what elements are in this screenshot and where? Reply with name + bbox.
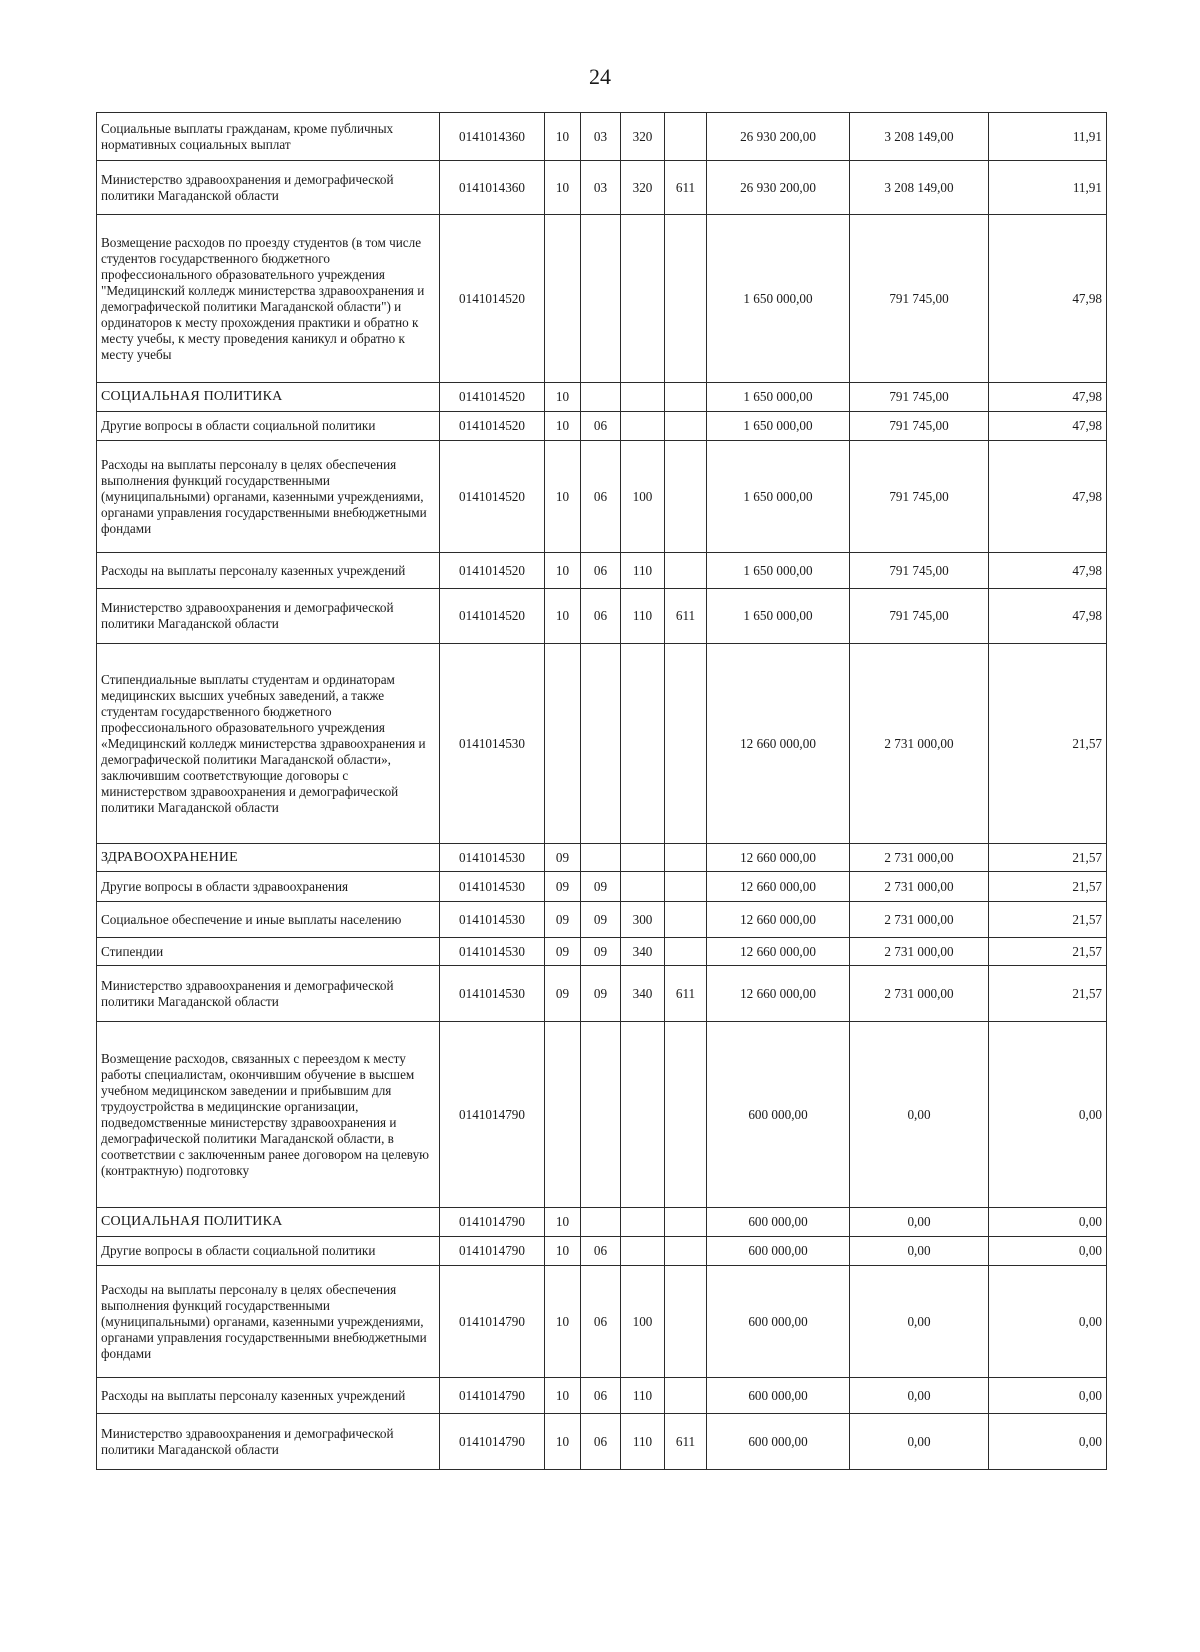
expense-name-cell: ЗДРАВООХРАНЕНИЕ <box>97 844 440 872</box>
executed-amount-cell: 0,00 <box>850 1266 989 1378</box>
subsection-code-cell <box>581 215 621 383</box>
target-article-code-cell: 0141014530 <box>440 844 545 872</box>
expense-name-cell: Другие вопросы в области социальной политики <box>97 412 440 441</box>
planned-amount-cell: 600 000,00 <box>707 1022 850 1208</box>
execution-percent-cell: 11,91 <box>989 161 1107 215</box>
planned-amount-cell: 12 660 000,00 <box>707 844 850 872</box>
subsection-code-cell <box>581 383 621 412</box>
execution-percent-cell: 47,98 <box>989 553 1107 589</box>
expense-name-cell: СОЦИАЛЬНАЯ ПОЛИТИКА <box>97 1208 440 1237</box>
target-article-code-cell: 0141014790 <box>440 1414 545 1470</box>
target-article-code-cell: 0141014530 <box>440 902 545 938</box>
planned-amount-cell: 600 000,00 <box>707 1208 850 1237</box>
target-article-code-cell: 0141014520 <box>440 553 545 589</box>
subsection-code-cell: 06 <box>581 1378 621 1414</box>
section-code-cell: 09 <box>545 938 581 966</box>
subsection-code-cell: 06 <box>581 1237 621 1266</box>
expense-type-code-cell <box>621 1237 665 1266</box>
subsection-code-cell <box>581 844 621 872</box>
expense-type-code-cell <box>621 1022 665 1208</box>
target-article-code-cell: 0141014360 <box>440 113 545 161</box>
table-row <box>97 161 1107 215</box>
table-row <box>97 1414 1107 1470</box>
section-code-cell: 10 <box>545 1414 581 1470</box>
planned-amount-cell: 1 650 000,00 <box>707 412 850 441</box>
target-article-code-cell: 0141014360 <box>440 161 545 215</box>
expense-name-cell: Другие вопросы в области социальной политики <box>97 1237 440 1266</box>
table-row <box>97 1022 1107 1208</box>
execution-percent-cell: 21,57 <box>989 966 1107 1022</box>
executed-amount-cell: 2 731 000,00 <box>850 902 989 938</box>
executed-amount-cell: 2 731 000,00 <box>850 966 989 1022</box>
administrator-code-cell <box>665 1378 707 1414</box>
expense-type-code-cell: 340 <box>621 938 665 966</box>
target-article-code-cell: 0141014530 <box>440 966 545 1022</box>
target-article-code-cell: 0141014530 <box>440 872 545 902</box>
expense-type-code-cell: 110 <box>621 553 665 589</box>
administrator-code-cell: 611 <box>665 966 707 1022</box>
expense-name-cell: Возмещение расходов, связанных с переездом к месту работы специалистам, окончившим обучение в высшем учебном медицинском заведении и прибывшим для трудоустройства в медицинские организации, подведомственные министерству здравоохранения и демографической политики Магаданской области, в соответствии с заключенным ранее договором на целевую (контрактную) подготовку <box>97 1022 440 1208</box>
administrator-code-cell: 611 <box>665 589 707 644</box>
target-article-code-cell: 0141014520 <box>440 215 545 383</box>
section-code-cell <box>545 1022 581 1208</box>
administrator-code-cell <box>665 441 707 553</box>
administrator-code-cell: 611 <box>665 161 707 215</box>
table-row <box>97 412 1107 441</box>
table-row <box>97 844 1107 872</box>
executed-amount-cell: 2 731 000,00 <box>850 844 989 872</box>
execution-percent-cell: 0,00 <box>989 1022 1107 1208</box>
target-article-code-cell: 0141014520 <box>440 383 545 412</box>
table-row <box>97 1208 1107 1237</box>
expense-name-cell: СОЦИАЛЬНАЯ ПОЛИТИКА <box>97 383 440 412</box>
target-article-code-cell: 0141014520 <box>440 589 545 644</box>
executed-amount-cell: 791 745,00 <box>850 412 989 441</box>
administrator-code-cell <box>665 1237 707 1266</box>
table-row <box>97 1237 1107 1266</box>
section-code-cell: 10 <box>545 1378 581 1414</box>
planned-amount-cell: 600 000,00 <box>707 1266 850 1378</box>
section-code-cell: 10 <box>545 553 581 589</box>
subsection-code-cell: 06 <box>581 441 621 553</box>
expense-type-code-cell: 100 <box>621 441 665 553</box>
planned-amount-cell: 600 000,00 <box>707 1378 850 1414</box>
expense-type-code-cell: 320 <box>621 113 665 161</box>
target-article-code-cell: 0141014530 <box>440 644 545 844</box>
administrator-code-cell <box>665 844 707 872</box>
expense-name-cell: Возмещение расходов по проезду студентов (в том числе студентов государственного бюджетного профессионального образовательного учреждения "Медицинский колледж министерства здравоохранения и демографической политики Магаданской области") и ординаторов к месту прохождения практики и обратно к месту учебы, к месту проведения каникул и обратно к месту учебы <box>97 215 440 383</box>
administrator-code-cell: 611 <box>665 1414 707 1470</box>
executed-amount-cell: 791 745,00 <box>850 215 989 383</box>
administrator-code-cell <box>665 644 707 844</box>
subsection-code-cell: 09 <box>581 902 621 938</box>
expense-type-code-cell: 340 <box>621 966 665 1022</box>
expense-name-cell: Расходы на выплаты персоналу казенных учреждений <box>97 553 440 589</box>
section-code-cell: 10 <box>545 589 581 644</box>
expense-type-code-cell <box>621 412 665 441</box>
subsection-code-cell: 03 <box>581 113 621 161</box>
target-article-code-cell: 0141014790 <box>440 1022 545 1208</box>
planned-amount-cell: 1 650 000,00 <box>707 589 850 644</box>
subsection-code-cell: 06 <box>581 589 621 644</box>
execution-percent-cell: 0,00 <box>989 1378 1107 1414</box>
expense-name-cell: Стипендии <box>97 938 440 966</box>
administrator-code-cell <box>665 902 707 938</box>
expense-name-cell: Расходы на выплаты персоналу казенных учреждений <box>97 1378 440 1414</box>
planned-amount-cell: 1 650 000,00 <box>707 553 850 589</box>
planned-amount-cell: 1 650 000,00 <box>707 215 850 383</box>
executed-amount-cell: 791 745,00 <box>850 441 989 553</box>
executed-amount-cell: 3 208 149,00 <box>850 113 989 161</box>
section-code-cell: 09 <box>545 902 581 938</box>
expense-type-code-cell: 320 <box>621 161 665 215</box>
subsection-code-cell: 06 <box>581 1414 621 1470</box>
expense-name-cell: Социальные выплаты гражданам, кроме публичных нормативных социальных выплат <box>97 113 440 161</box>
execution-percent-cell: 21,57 <box>989 902 1107 938</box>
expense-type-code-cell: 110 <box>621 1378 665 1414</box>
subsection-code-cell <box>581 644 621 844</box>
expense-name-cell: Расходы на выплаты персоналу в целях обеспечения выполнения функций государственными (муниципальными) органами, казенными учреждениями, органами управления государственными внебюджетными фондами <box>97 441 440 553</box>
administrator-code-cell <box>665 412 707 441</box>
planned-amount-cell: 12 660 000,00 <box>707 872 850 902</box>
table-row <box>97 383 1107 412</box>
executed-amount-cell: 0,00 <box>850 1022 989 1208</box>
target-article-code-cell: 0141014530 <box>440 938 545 966</box>
table-row <box>97 1378 1107 1414</box>
planned-amount-cell: 12 660 000,00 <box>707 966 850 1022</box>
target-article-code-cell: 0141014790 <box>440 1378 545 1414</box>
expense-name-cell: Министерство здравоохранения и демографической политики Магаданской области <box>97 589 440 644</box>
section-code-cell: 10 <box>545 1237 581 1266</box>
planned-amount-cell: 12 660 000,00 <box>707 644 850 844</box>
administrator-code-cell <box>665 113 707 161</box>
planned-amount-cell: 12 660 000,00 <box>707 938 850 966</box>
table-row <box>97 589 1107 644</box>
table-row <box>97 872 1107 902</box>
expense-name-cell: Министерство здравоохранения и демографической политики Магаданской области <box>97 1414 440 1470</box>
expense-type-code-cell <box>621 215 665 383</box>
execution-percent-cell: 47,98 <box>989 589 1107 644</box>
executed-amount-cell: 791 745,00 <box>850 553 989 589</box>
administrator-code-cell <box>665 872 707 902</box>
table-row <box>97 553 1107 589</box>
section-code-cell: 10 <box>545 113 581 161</box>
execution-percent-cell: 0,00 <box>989 1237 1107 1266</box>
section-code-cell: 10 <box>545 412 581 441</box>
subsection-code-cell: 06 <box>581 1266 621 1378</box>
executed-amount-cell: 791 745,00 <box>850 589 989 644</box>
expense-name-cell: Министерство здравоохранения и демографической политики Магаданской области <box>97 966 440 1022</box>
section-code-cell <box>545 644 581 844</box>
expense-type-code-cell <box>621 1208 665 1237</box>
administrator-code-cell <box>665 1208 707 1237</box>
target-article-code-cell: 0141014790 <box>440 1237 545 1266</box>
planned-amount-cell: 600 000,00 <box>707 1414 850 1470</box>
expense-name-cell: Стипендиальные выплаты студентам и ординаторам медицинских высших учебных заведений, а также студентам государственного бюджетного профессионального образовательного учреждения «Медицинский колледж министерства здравоохранения и демографической политики Магаданской области», заключившим соответствующие договоры с министерством здравоохранения и демографической политики Магаданской области <box>97 644 440 844</box>
section-code-cell: 10 <box>545 1266 581 1378</box>
subsection-code-cell: 09 <box>581 872 621 902</box>
execution-percent-cell: 21,57 <box>989 644 1107 844</box>
section-code-cell: 09 <box>545 844 581 872</box>
expense-type-code-cell: 110 <box>621 589 665 644</box>
executed-amount-cell: 791 745,00 <box>850 383 989 412</box>
target-article-code-cell: 0141014790 <box>440 1266 545 1378</box>
target-article-code-cell: 0141014790 <box>440 1208 545 1237</box>
execution-percent-cell: 0,00 <box>989 1208 1107 1237</box>
expense-name-cell: Социальное обеспечение и иные выплаты населению <box>97 902 440 938</box>
planned-amount-cell: 26 930 200,00 <box>707 161 850 215</box>
table-row <box>97 1266 1107 1378</box>
executed-amount-cell: 0,00 <box>850 1414 989 1470</box>
execution-percent-cell: 47,98 <box>989 215 1107 383</box>
table-row <box>97 113 1107 161</box>
table-row <box>97 441 1107 553</box>
administrator-code-cell <box>665 1266 707 1378</box>
execution-percent-cell: 0,00 <box>989 1266 1107 1378</box>
executed-amount-cell: 0,00 <box>850 1378 989 1414</box>
expense-type-code-cell <box>621 844 665 872</box>
planned-amount-cell: 1 650 000,00 <box>707 383 850 412</box>
expense-type-code-cell <box>621 872 665 902</box>
execution-percent-cell: 21,57 <box>989 844 1107 872</box>
table-row <box>97 215 1107 383</box>
subsection-code-cell: 09 <box>581 966 621 1022</box>
executed-amount-cell: 2 731 000,00 <box>850 644 989 844</box>
page-number: 24 <box>589 64 611 89</box>
planned-amount-cell: 1 650 000,00 <box>707 441 850 553</box>
expense-type-code-cell <box>621 383 665 412</box>
expense-name-cell: Министерство здравоохранения и демографической политики Магаданской области <box>97 161 440 215</box>
execution-percent-cell: 0,00 <box>989 1414 1107 1470</box>
subsection-code-cell <box>581 1022 621 1208</box>
table-row <box>97 966 1107 1022</box>
section-code-cell: 10 <box>545 383 581 412</box>
section-code-cell: 10 <box>545 441 581 553</box>
executed-amount-cell: 0,00 <box>850 1208 989 1237</box>
planned-amount-cell: 600 000,00 <box>707 1237 850 1266</box>
expense-type-code-cell <box>621 644 665 844</box>
administrator-code-cell <box>665 1022 707 1208</box>
subsection-code-cell: 06 <box>581 553 621 589</box>
table-row <box>97 938 1107 966</box>
table-row <box>97 644 1107 844</box>
administrator-code-cell <box>665 383 707 412</box>
subsection-code-cell <box>581 1208 621 1237</box>
execution-percent-cell: 47,98 <box>989 412 1107 441</box>
section-code-cell: 09 <box>545 872 581 902</box>
expense-type-code-cell: 300 <box>621 902 665 938</box>
subsection-code-cell: 03 <box>581 161 621 215</box>
executed-amount-cell: 0,00 <box>850 1237 989 1266</box>
execution-percent-cell: 11,91 <box>989 113 1107 161</box>
table-body <box>97 113 1107 1470</box>
subsection-code-cell: 09 <box>581 938 621 966</box>
expense-name-cell: Расходы на выплаты персоналу в целях обеспечения выполнения функций государственными (муниципальными) органами, казенными учреждениями, органами управления государственными внебюджетными фондами <box>97 1266 440 1378</box>
execution-percent-cell: 21,57 <box>989 872 1107 902</box>
section-code-cell <box>545 215 581 383</box>
expense-type-code-cell: 100 <box>621 1266 665 1378</box>
administrator-code-cell <box>665 553 707 589</box>
expense-name-cell: Другие вопросы в области здравоохранения <box>97 872 440 902</box>
subsection-code-cell: 06 <box>581 412 621 441</box>
executed-amount-cell: 3 208 149,00 <box>850 161 989 215</box>
administrator-code-cell <box>665 215 707 383</box>
planned-amount-cell: 26 930 200,00 <box>707 113 850 161</box>
expense-type-code-cell: 110 <box>621 1414 665 1470</box>
section-code-cell: 10 <box>545 1208 581 1237</box>
section-code-cell: 09 <box>545 966 581 1022</box>
executed-amount-cell: 2 731 000,00 <box>850 872 989 902</box>
execution-percent-cell: 47,98 <box>989 383 1107 412</box>
execution-percent-cell: 47,98 <box>989 441 1107 553</box>
section-code-cell: 10 <box>545 161 581 215</box>
executed-amount-cell: 2 731 000,00 <box>850 938 989 966</box>
administrator-code-cell <box>665 938 707 966</box>
target-article-code-cell: 0141014520 <box>440 412 545 441</box>
budget-execution-table <box>96 112 1107 1470</box>
planned-amount-cell: 12 660 000,00 <box>707 902 850 938</box>
execution-percent-cell: 21,57 <box>989 938 1107 966</box>
table-row <box>97 902 1107 938</box>
target-article-code-cell: 0141014520 <box>440 441 545 553</box>
